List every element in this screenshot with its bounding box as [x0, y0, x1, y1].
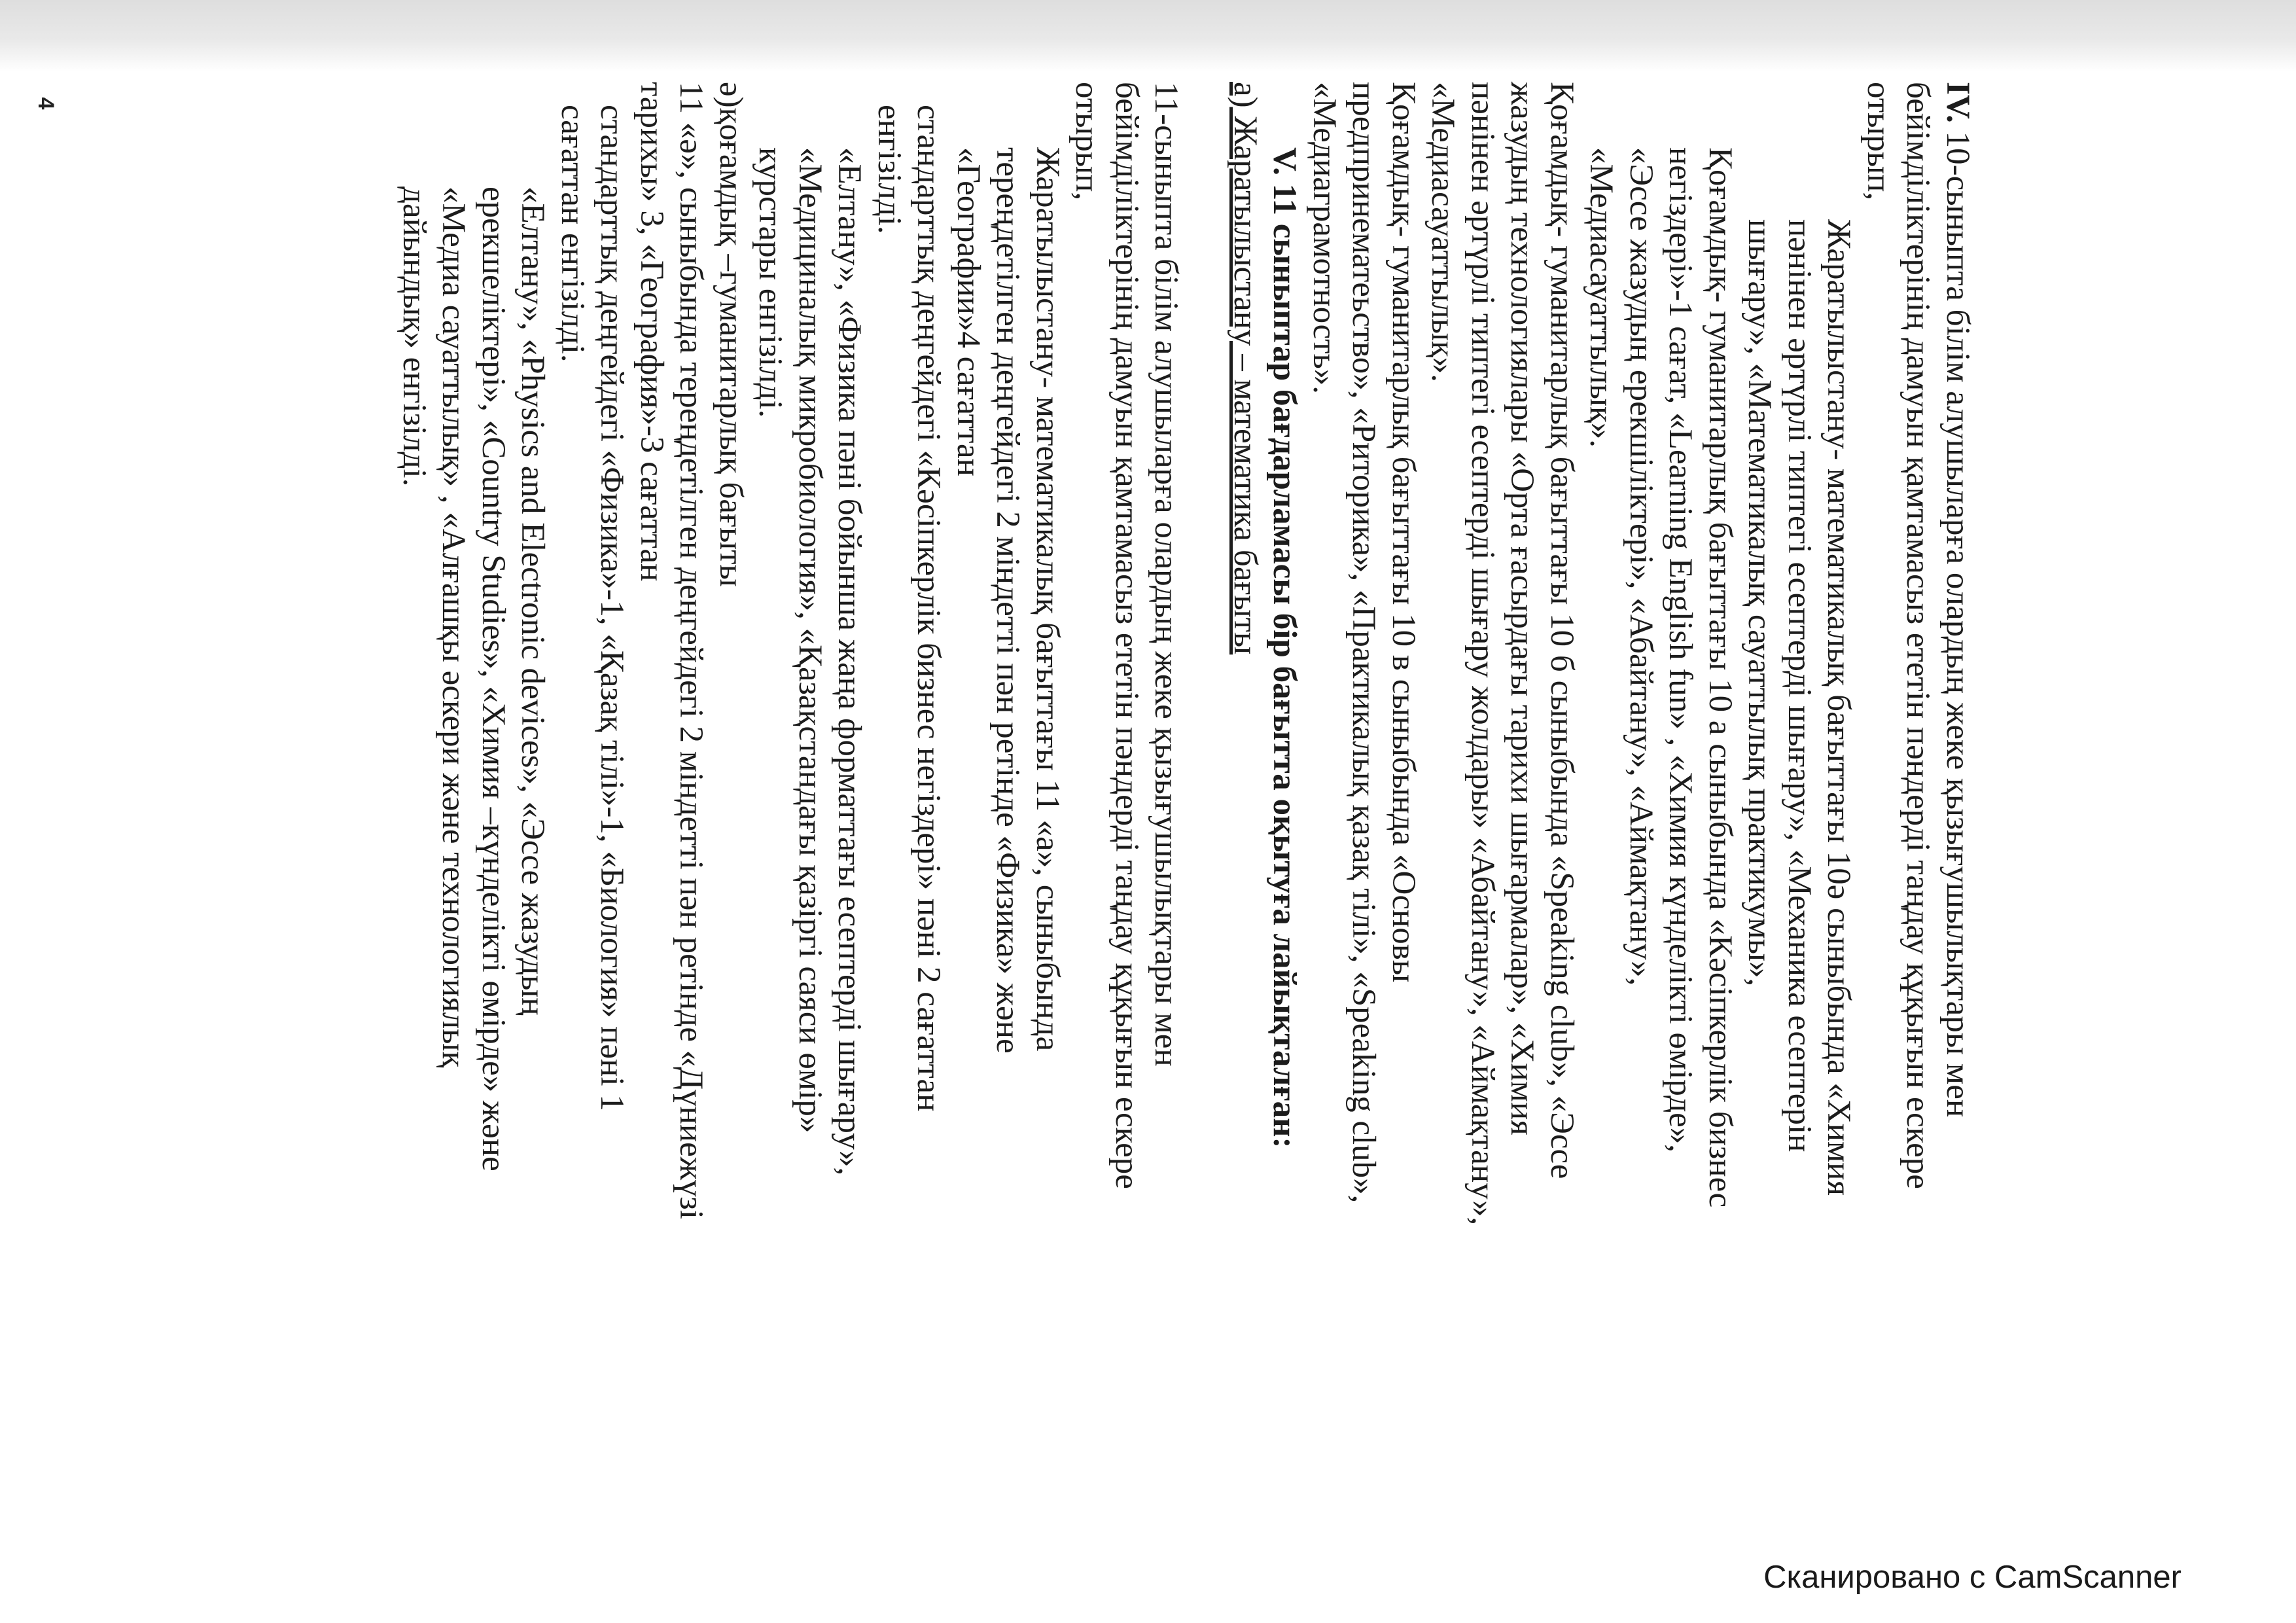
blank-line	[1186, 82, 1226, 1237]
page-number: 4	[33, 97, 58, 110]
paragraph-section-iv	[1859, 82, 1978, 1237]
paragraph: стандарттық деңгейдегі «Физика»-1, «Қазақ тілі»-1, «Биология» пәні 1 сағаттан енгізілді.	[554, 105, 631, 1111]
paragraph: «Елтану», «Physics and Electronic devices», «Эссе жазудың ерекшеліктері», «Country Studies», «Химия –күнделікті өмірде» және «Медиа сауаттылық» , «Алғашқы әскери және технологиялық дайындық» енгізілді.	[396, 187, 552, 1171]
subsection-heading: а) Жаратылыстану – математика бағыты	[1227, 82, 1263, 655]
paragraph: «Елтану», «Физика пәні бойынша жаңа форматтағы есептерді шығару», «Медициналық микробиология», «Қазақстандағы қазіргі саяси өмір» курстары енгізілді.	[752, 147, 868, 1176]
paragraph: ә)қоғамдық –гуманитарлық бағыты	[713, 82, 749, 587]
paragraph: Жаратылыстану- математикалық бағыттағы 10ә сыныбында «Химия пәнінен әртүрлі типтегі есептерді шығару», «Механика есептерін шығару», «Математикалық сауаттылық практикумы»,	[1741, 219, 1858, 1196]
paragraph: Қоғамдық- гуманитарлық бағыттағы 10 б сыныбында «Speaking club», «Эссе жазудың технологиялары «Орта ғасырдағы тарихи шығармалар», «Химия пәнінен әртүрлі типтегі есептерді шығару жолдары» «Абайтану», «Аймақтану», «Медиасауаттылық».	[1424, 82, 1580, 1226]
section-heading: V. 11 сыныптар бағдарламасы бір бағытта оқытуға лайықталған:	[1266, 147, 1303, 1149]
paragraph: стандарттық деңгейдегі «Кәсіпкерлік бизнес негіздері» пәні 2 сағаттан енгізілді.	[871, 105, 947, 1112]
camscanner-watermark: Сканировано с CamScanner	[1763, 1560, 2181, 1595]
document-body	[366, 65, 1983, 1374]
paragraph: 11 «ә», сыныбында тереңдетілген деңгейдегі 2 міндетті пән ретінде «Дүниежүзі тарихы» 3, «География»-3 сағаттан	[633, 82, 710, 1219]
paragraph: Қоғамдық- гуманитарлық бағыттағы 10 в сыныбында «Основы предпринематеьство», «Риторика», «Практикалық қазақ тілі», «Speaking club», «Медиаграмотность».	[1306, 82, 1422, 1204]
paragraph: Жаратылыстану- математикалық бағыттағы 11 «а», сыныбында тереңдетілген деңгейдегі 2 міндетті пән ретінде «Физика» және «Географии»4 сағаттан	[950, 147, 1066, 1054]
section-numeral: IV.	[1939, 82, 1976, 123]
paragraph: Қоғамдық- гуманитарлық бағыттағы 10 а сыныбында «Кәсіпкерлік бизнес негіздері»-1 сағат, «Learning English fun» , «Химия күнделікті өмірде», «Эссе жазудың ерекшіліктері», «Абайтану», «Аймақтану», «Медиасауаттылық».	[1583, 147, 1739, 1208]
scan-shadow	[0, 0, 2296, 72]
paragraph: 11-сыныпта білім алушыларға олардың жеке қызығушылықтары мен бейімділіктерінің дамуын қамтамасыз ететін пәндерді таңдау құқығын ескере отырып,	[1069, 82, 1185, 1189]
paragraph-text: 10-сыныпта білім алушыларға олардың жеке қызығушылықтары мен бейімділіктерінің дамуын қамтамасыз ететін пәндерді таңдау құқығын ескере отырып,	[1860, 82, 1976, 1189]
